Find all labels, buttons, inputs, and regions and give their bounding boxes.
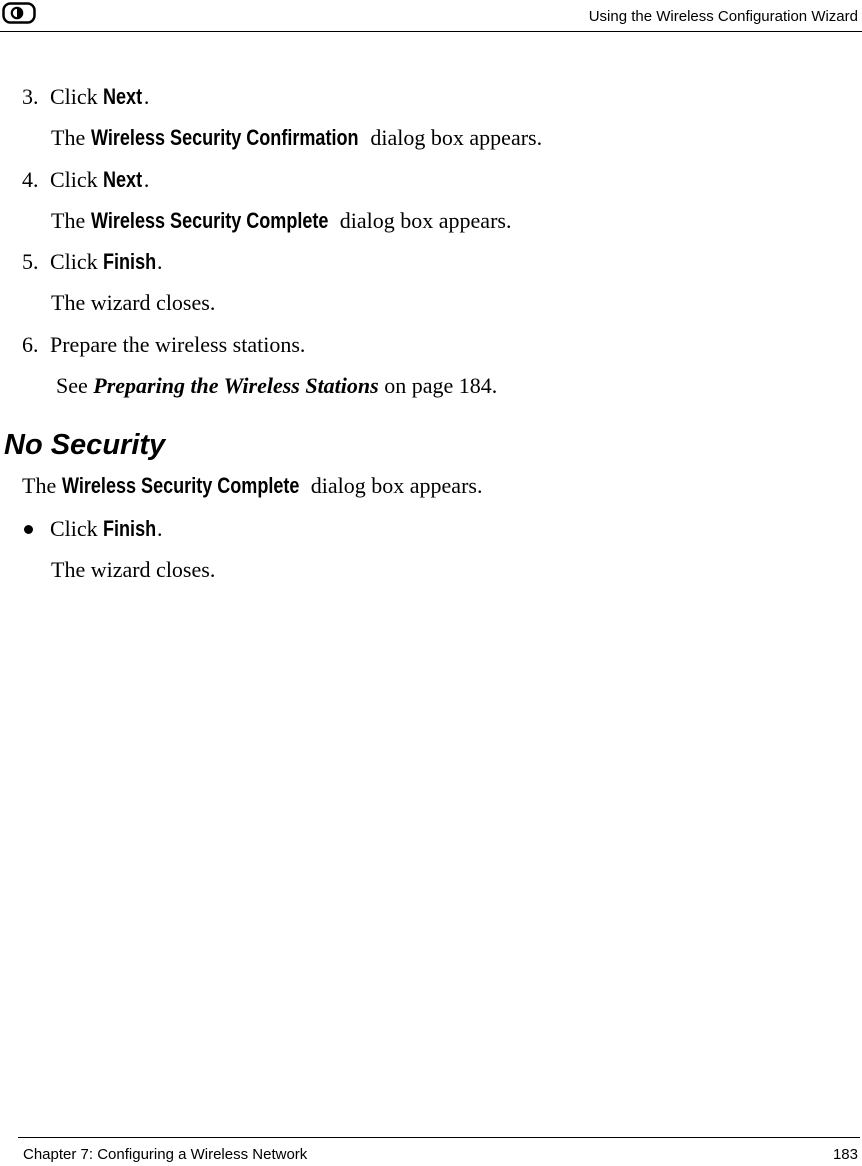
step-number: 6. xyxy=(22,332,39,357)
company-logo-icon xyxy=(2,2,36,24)
bullet-icon xyxy=(24,525,33,534)
step-instruction: Click Next. xyxy=(50,84,150,109)
step-5-result: The wizard closes. xyxy=(51,290,216,315)
step-3-result: The Wireless Security Confirmation dialog box appears. xyxy=(51,125,543,150)
wireless-security-confirmation-ui-label: Wireless Security Confirmation xyxy=(90,125,359,150)
page-header xyxy=(0,0,862,32)
footer-chapter: Chapter 7: Configuring a Wireless Network xyxy=(23,1146,308,1163)
bullet-result: The wizard closes. xyxy=(51,557,216,582)
step-instruction: Click Next. xyxy=(50,167,150,192)
step-number: 3. xyxy=(22,84,39,109)
next-ui-label: Next xyxy=(103,167,143,192)
bullet-instruction: Click Finish. xyxy=(50,516,163,541)
step-instruction: Prepare the wireless stations. xyxy=(50,332,306,357)
section-intro: The Wireless Security Complete dialog box appears. xyxy=(22,473,483,498)
finish-ui-label: Finish xyxy=(103,516,157,541)
step-instruction: Click Finish. xyxy=(50,249,163,274)
step-number: 5. xyxy=(22,249,39,274)
step-number: 4. xyxy=(22,167,39,192)
finish-ui-label: Finish xyxy=(103,249,157,274)
next-ui-label: Next xyxy=(103,84,143,109)
preparing-wireless-stations-link[interactable]: Preparing the Wireless Stations xyxy=(93,373,379,398)
page-footer xyxy=(18,1137,860,1166)
wireless-security-complete-ui-label: Wireless Security Complete xyxy=(90,208,329,233)
header-title: Using the Wireless Configuration Wizard xyxy=(588,8,858,25)
footer-page-number: 183 xyxy=(832,1146,858,1163)
section-heading: No Security xyxy=(4,429,166,461)
wireless-security-complete-ui-label: Wireless Security Complete xyxy=(61,473,300,498)
step-4-result: The Wireless Security Complete dialog box appears. xyxy=(51,208,512,233)
step-6-see-also: See Preparing the Wireless Stations on page 184. xyxy=(56,373,498,398)
